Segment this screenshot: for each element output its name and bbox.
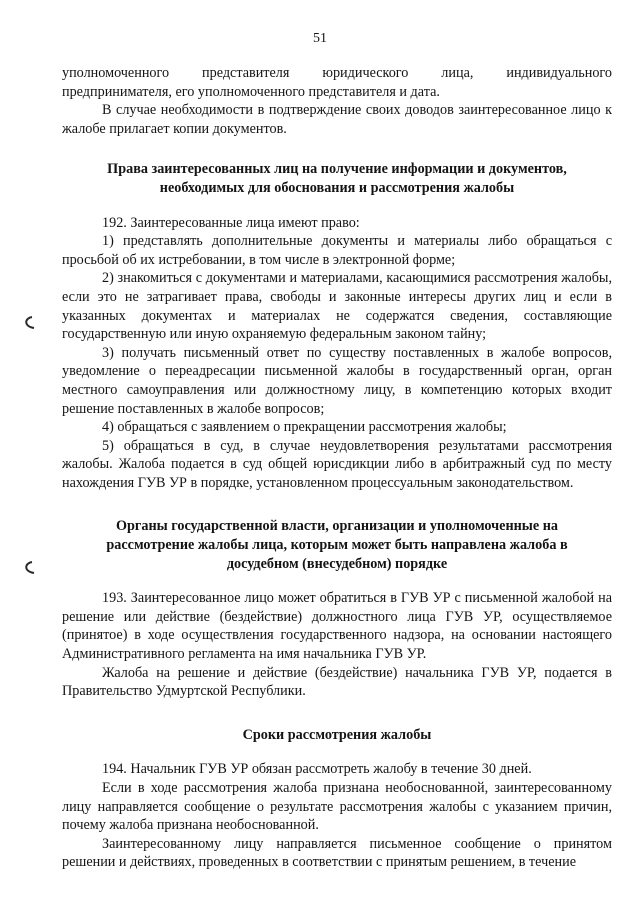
section-deadlines — [62, 726, 612, 872]
paragraph: В случае необходимости в подтверждение своих доводов заинтересованное лицо к жалобе прилагает копии документов. — [62, 102, 612, 137]
intro-block — [62, 64, 612, 138]
section-heading-line: необходимых для обоснования и рассмотрения жалобы — [159, 179, 515, 196]
section-authorities — [62, 517, 612, 700]
scan-hole-mark — [22, 316, 36, 330]
list-item: 1) представлять дополнительные документы и материалы либо обращаться с просьбой об их истребовании, в том числе в электронной форме; — [62, 233, 612, 268]
page-number: 51 — [313, 31, 327, 46]
list-item: 4) обращаться с заявлением о прекращении рассмотрения жалобы; — [102, 419, 507, 436]
paragraph: Заинтересованному лицу направляется письменное сообщение о принятом решении и действиях, проведенных в соответствии с принятым решением, в течение — [62, 835, 612, 871]
section-heading-line: Права заинтересованных лиц на получение информации и документов, — [107, 161, 567, 178]
text-line: предпринимателя, его уполномоченного представителя и дата. — [62, 83, 440, 100]
paragraph: 193. Заинтересованное лицо может обратиться в ГУВ УР с письменной жалобой на решение или действие (бездействие) должностного лица ГУВ УР, осуществляемое (принятое) в ходе осуществления государственного надзора, на основании настоящего Административного регламента на имя начальника ГУВ УР. — [62, 590, 612, 663]
scan-hole-mark — [22, 561, 36, 575]
paragraph: 194. Начальник ГУВ УР обязан рассмотреть жалобу в течение 30 дней. — [102, 761, 532, 778]
paragraph: 192. Заинтересованные лица имеют право: — [102, 214, 360, 231]
list-item: 5) обращаться в суд, в случае неудовлетворения результатами рассмотрения жалобы. Жалоба подается в суд общей юрисдикции либо в арбитражный суд по месту нахождения ГУВ УР в порядке, установленном процессуальным законодательством. — [62, 437, 612, 491]
text-line: уполномоченного представителя юридического лица, индивидуального — [62, 65, 612, 81]
section-heading-line: Органы государственной власти, организации и уполномоченные на — [116, 518, 558, 535]
section-rights — [62, 160, 612, 492]
list-item: 2) знакомиться с документами и материалами, касающимися рассмотрения жалобы, если это не затрагивает права, свободы и законные интересы других лиц и если в указанных документах и материалах не содержатся сведения, составляющие государственную или иную охраняемую федеральным законом тайну; — [62, 270, 612, 343]
paragraph: Если в ходе рассмотрения жалоба признана необоснованной, заинтересованному лицу направляется сообщение о результате рассмотрения жалобы с указанием причин, почему жалоба признана необоснованной. — [62, 780, 612, 834]
paragraph: Жалоба на решение и действие (бездействие) начальника ГУВ УР, подается в Правительство Удмуртской Республики. — [62, 664, 612, 700]
section-heading: Сроки рассмотрения жалобы — [242, 726, 432, 743]
document-body — [62, 64, 612, 872]
section-heading-line: досудебном (внесудебном) порядке — [226, 555, 448, 572]
list-item: 3) получать письменный ответ по существу поставленных в жалобе вопросов, уведомление о переадресации письменной жалобы в государственный орган, орган местного самоуправления или должностному лицу, в компетенцию которых входит решение поставленных в жалобе вопросов; — [62, 344, 612, 417]
section-heading-line: рассмотрение жалобы лица, которым может быть направлена жалоба в — [106, 537, 568, 554]
